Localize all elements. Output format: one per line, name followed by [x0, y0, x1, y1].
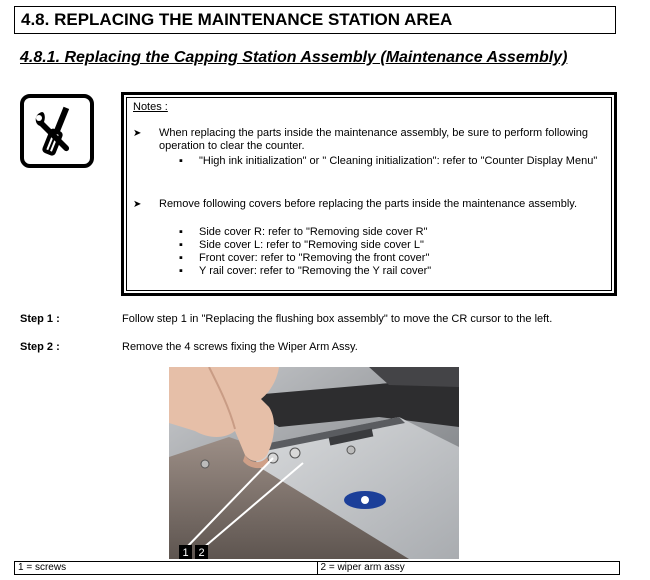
step-label: Step 2 : [20, 341, 60, 353]
note-sub-item [179, 226, 599, 239]
note-sub-text: Side cover R: refer to "Removing side cover R" [199, 226, 428, 238]
step-label: Step 1 : [20, 313, 60, 325]
screwdriver-tool-icon [20, 94, 94, 168]
notes-box [121, 92, 617, 296]
wiper-arm-photo [169, 367, 459, 559]
square-bullet-icon: ▪ [179, 265, 183, 277]
square-bullet-icon: ▪ [179, 226, 183, 238]
subsection-title: 4.8.1. Replacing the Capping Station Assembly (Maintenance Assembly) [20, 49, 568, 66]
notes-title: Notes : [133, 101, 168, 113]
callout-1: 1 [182, 547, 189, 559]
note-text: When replacing the parts inside the maintenance assembly, be sure to perform following operation to clear the counter. [159, 127, 589, 152]
note-sub-text: Y rail cover: refer to "Removing the Y rail cover" [199, 265, 432, 277]
step-text: Remove the 4 screws fixing the Wiper Arm Assy. [122, 341, 358, 353]
note-text: Remove following covers before replacing the parts inside the maintenance assembly. [159, 198, 578, 210]
note-sub-item [179, 252, 599, 265]
callout-2: 2 [198, 547, 205, 559]
note-sub-text: Side cover L: refer to "Removing side cover L" [199, 239, 424, 251]
square-bullet-icon: ▪ [179, 239, 183, 251]
note-sub-text: "High ink initialization" or " Cleaning initialization": refer to "Counter Display Menu" [199, 155, 598, 167]
note-sub-text: Front cover: refer to "Removing the front cover" [199, 252, 430, 264]
step-text: Follow step 1 in "Replacing the flushing box assembly" to move the CR cursor to the left. [122, 313, 553, 325]
square-bullet-icon: ▪ [179, 155, 183, 167]
note-sub-item [179, 239, 599, 252]
legend-cell-wiper-arm: 2 = wiper arm assy [317, 562, 620, 574]
section-header [14, 6, 616, 34]
note-sub-item [179, 155, 599, 168]
note-sub-list [179, 226, 599, 278]
section-title: 4.8. REPLACING THE MAINTENANCE STATION AREA [21, 10, 453, 29]
arrowhead-bullet-icon: ➤ [133, 128, 142, 139]
legend-cell-screws: 1 = screws [18, 562, 67, 573]
note-sub-item [179, 265, 599, 278]
notes-inner-frame [126, 97, 612, 291]
square-bullet-icon: ▪ [179, 252, 183, 264]
arrowhead-bullet-icon: ➤ [133, 199, 142, 210]
note-sub-list [179, 155, 599, 168]
legend-table [14, 561, 620, 575]
